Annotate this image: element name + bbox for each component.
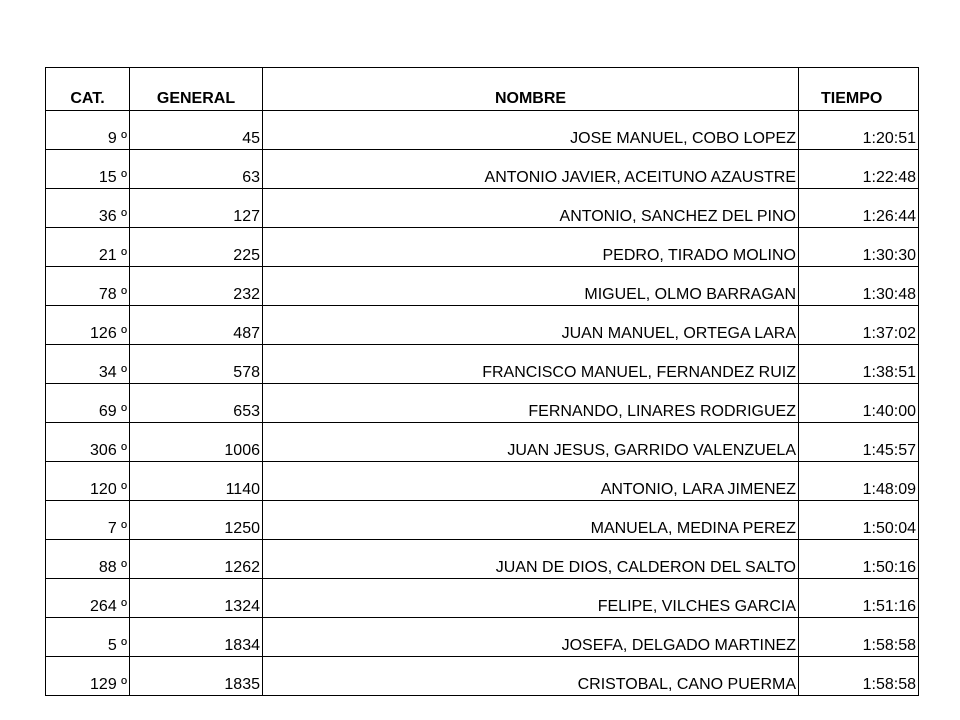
cell-general: 578	[130, 345, 263, 384]
cell-tiempo: 1:50:16	[799, 540, 919, 579]
cell-general: 127	[130, 189, 263, 228]
cell-cat: 21 º	[46, 228, 130, 267]
table-row	[46, 111, 919, 150]
cell-nombre: FELIPE, VILCHES GARCIA	[263, 579, 799, 618]
cell-cat: 88 º	[46, 540, 130, 579]
cell-nombre: JOSEFA, DELGADO MARTINEZ	[263, 618, 799, 657]
cell-tiempo: 1:45:57	[799, 423, 919, 462]
cell-cat: 36 º	[46, 189, 130, 228]
cell-nombre: ANTONIO, LARA JIMENEZ	[263, 462, 799, 501]
header-nombre: NOMBRE	[263, 68, 799, 111]
cell-cat: 69 º	[46, 384, 130, 423]
table-row	[46, 501, 919, 540]
cell-general: 1250	[130, 501, 263, 540]
table-row	[46, 228, 919, 267]
table-row	[46, 657, 919, 696]
cell-nombre: JUAN JESUS, GARRIDO VALENZUELA	[263, 423, 799, 462]
cell-cat: 34 º	[46, 345, 130, 384]
cell-tiempo: 1:26:44	[799, 189, 919, 228]
cell-nombre: CRISTOBAL, CANO PUERMA	[263, 657, 799, 696]
table-row	[46, 345, 919, 384]
header-row	[46, 68, 919, 111]
cell-tiempo: 1:22:48	[799, 150, 919, 189]
cell-nombre: ANTONIO, SANCHEZ DEL PINO	[263, 189, 799, 228]
cell-tiempo: 1:30:48	[799, 267, 919, 306]
table-row	[46, 423, 919, 462]
cell-tiempo: 1:50:04	[799, 501, 919, 540]
cell-cat: 306 º	[46, 423, 130, 462]
cell-general: 487	[130, 306, 263, 345]
cell-tiempo: 1:40:00	[799, 384, 919, 423]
cell-general: 1262	[130, 540, 263, 579]
cell-nombre: FRANCISCO MANUEL, FERNANDEZ RUIZ	[263, 345, 799, 384]
cell-general: 232	[130, 267, 263, 306]
cell-nombre: ANTONIO JAVIER, ACEITUNO AZAUSTRE	[263, 150, 799, 189]
cell-tiempo: 1:51:16	[799, 579, 919, 618]
cell-cat: 9 º	[46, 111, 130, 150]
table-row	[46, 189, 919, 228]
header-tiempo: TIEMPO	[799, 68, 919, 111]
cell-tiempo: 1:58:58	[799, 657, 919, 696]
cell-nombre: MIGUEL, OLMO BARRAGAN	[263, 267, 799, 306]
table-row	[46, 384, 919, 423]
table-row	[46, 579, 919, 618]
cell-cat: 7 º	[46, 501, 130, 540]
cell-nombre: JUAN MANUEL, ORTEGA LARA	[263, 306, 799, 345]
cell-cat: 78 º	[46, 267, 130, 306]
cell-cat: 126 º	[46, 306, 130, 345]
table-row	[46, 462, 919, 501]
cell-tiempo: 1:58:58	[799, 618, 919, 657]
cell-general: 1324	[130, 579, 263, 618]
cell-cat: 15 º	[46, 150, 130, 189]
cell-tiempo: 1:20:51	[799, 111, 919, 150]
header-general: GENERAL	[130, 68, 263, 111]
table-row	[46, 150, 919, 189]
cell-cat: 129 º	[46, 657, 130, 696]
cell-nombre: JOSE MANUEL, COBO LOPEZ	[263, 111, 799, 150]
cell-general: 653	[130, 384, 263, 423]
cell-general: 225	[130, 228, 263, 267]
table-header	[46, 68, 919, 111]
cell-general: 1835	[130, 657, 263, 696]
cell-general: 1006	[130, 423, 263, 462]
results-table	[45, 67, 919, 696]
cell-general: 1140	[130, 462, 263, 501]
table-row	[46, 540, 919, 579]
cell-nombre: FERNANDO, LINARES RODRIGUEZ	[263, 384, 799, 423]
table-body	[46, 111, 919, 696]
cell-tiempo: 1:48:09	[799, 462, 919, 501]
header-cat: CAT.	[46, 68, 130, 111]
cell-cat: 264 º	[46, 579, 130, 618]
cell-general: 45	[130, 111, 263, 150]
cell-nombre: MANUELA, MEDINA PEREZ	[263, 501, 799, 540]
cell-tiempo: 1:30:30	[799, 228, 919, 267]
cell-tiempo: 1:37:02	[799, 306, 919, 345]
cell-tiempo: 1:38:51	[799, 345, 919, 384]
cell-cat: 120 º	[46, 462, 130, 501]
cell-nombre: PEDRO, TIRADO MOLINO	[263, 228, 799, 267]
cell-cat: 5 º	[46, 618, 130, 657]
table-row	[46, 267, 919, 306]
cell-general: 1834	[130, 618, 263, 657]
table-row	[46, 618, 919, 657]
cell-nombre: JUAN DE DIOS, CALDERON DEL SALTO	[263, 540, 799, 579]
cell-general: 63	[130, 150, 263, 189]
table-row	[46, 306, 919, 345]
